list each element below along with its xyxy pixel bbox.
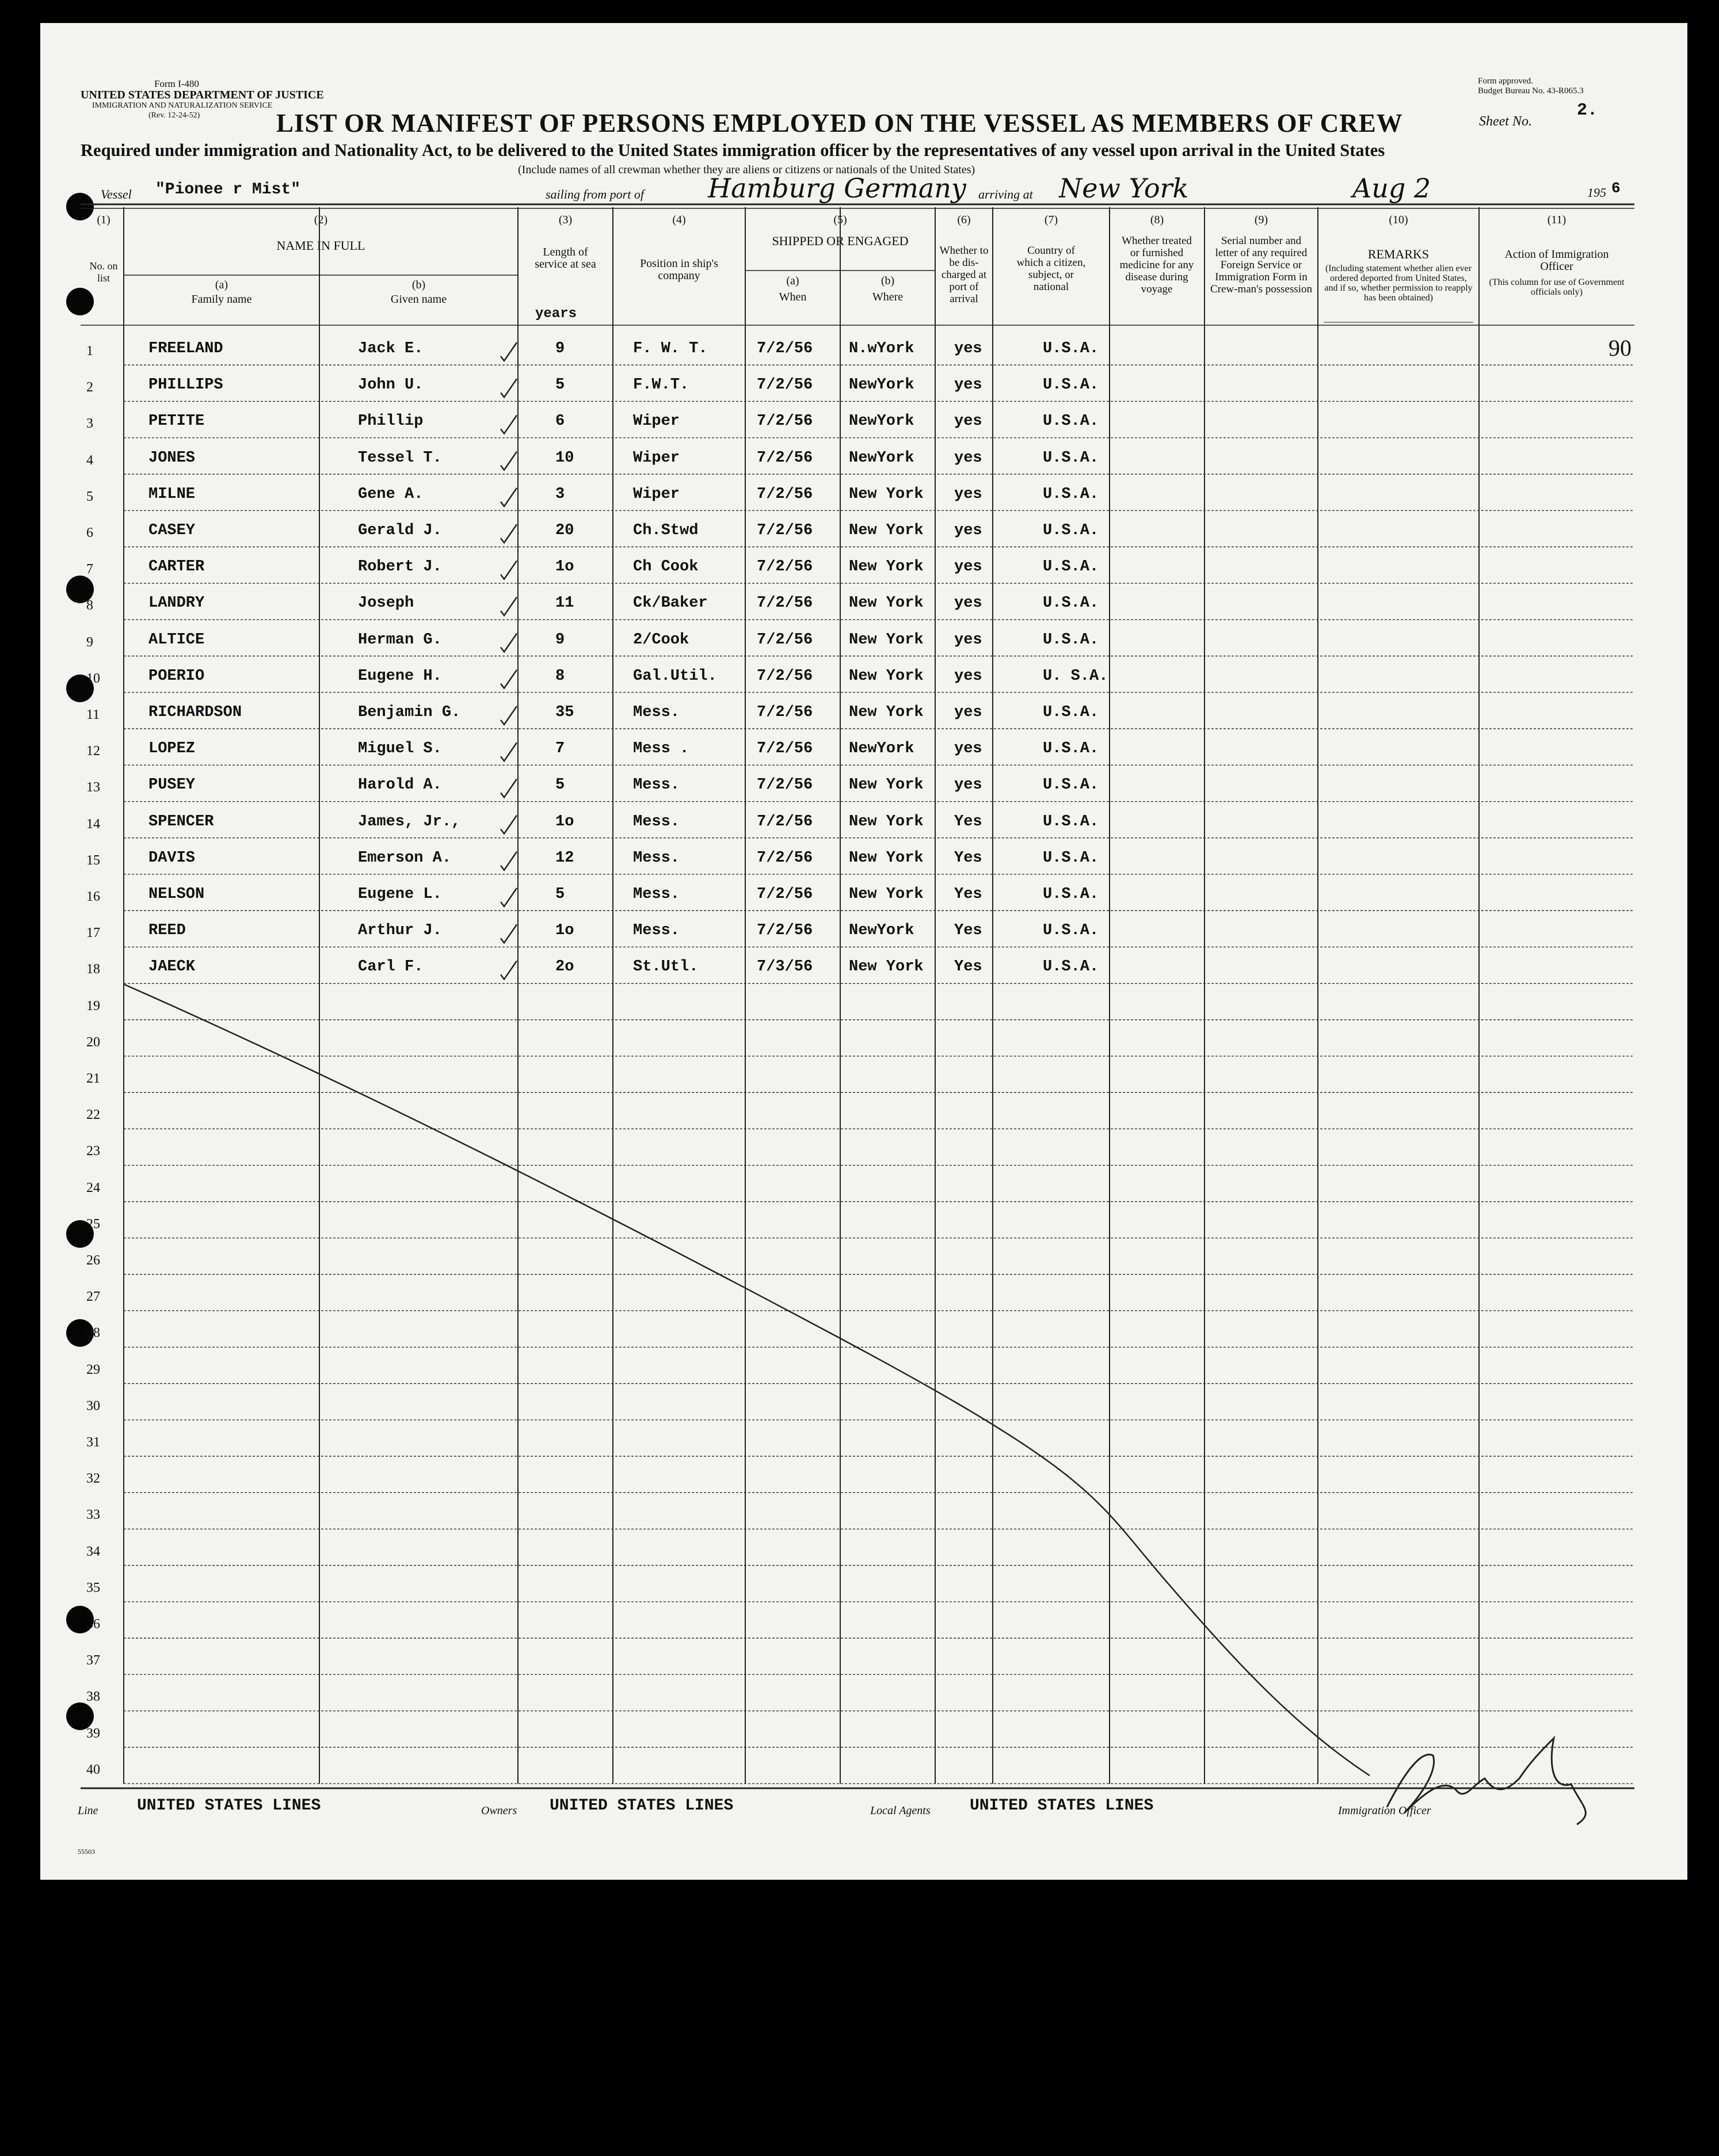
owners-value: UNITED STATES LINES xyxy=(550,1797,734,1815)
discharged: Yes xyxy=(954,886,982,903)
discharged: Yes xyxy=(954,958,982,976)
discharged: yes xyxy=(954,558,982,576)
row-number: 39 xyxy=(86,1725,100,1741)
country: U.S.A. xyxy=(1043,522,1099,539)
check-mark-icon xyxy=(501,488,517,506)
given-name: Tessel T. xyxy=(358,449,442,467)
row-number: 9 xyxy=(86,634,93,650)
check-mark-icon xyxy=(501,342,517,361)
col2-header: NAME IN FULL xyxy=(276,238,365,253)
where-header: Where xyxy=(872,291,904,303)
service-years: 1o xyxy=(555,813,574,831)
country: U.S.A. xyxy=(1043,485,1099,503)
check-mark-icon xyxy=(501,888,517,906)
sailing-port: Hamburg Germany xyxy=(708,173,966,204)
position: Mess . xyxy=(633,740,689,758)
position: Ck/Baker xyxy=(633,595,708,612)
check-mark-icon xyxy=(501,634,517,652)
family-name: LANDRY xyxy=(148,595,205,612)
discharged: yes xyxy=(954,776,982,794)
shipped-where: New York xyxy=(849,558,924,576)
country: U.S.A. xyxy=(1043,886,1099,903)
country: U.S.A. xyxy=(1043,849,1099,867)
row-number: 23 xyxy=(86,1144,100,1159)
service-years: 1o xyxy=(555,922,574,940)
shipped-where: New York xyxy=(849,631,924,649)
given-name: Eugene H. xyxy=(358,667,442,685)
family-name: CARTER xyxy=(148,558,205,576)
col1-header: No. on list xyxy=(89,260,118,284)
shipped-where: New York xyxy=(849,849,924,867)
check-mark-icon xyxy=(501,379,517,397)
position: Mess. xyxy=(633,813,680,831)
service-years: 8 xyxy=(555,667,565,685)
row-number: 36 xyxy=(86,1617,100,1632)
action-note: (This column for use of Government officials only) xyxy=(1489,277,1625,297)
row-number: 21 xyxy=(86,1071,100,1086)
col7-number: (7) xyxy=(1044,214,1058,226)
given-name: Harold A. xyxy=(358,776,442,794)
shipped-when: 7/2/56 xyxy=(757,413,813,431)
check-mark-icon xyxy=(501,779,517,797)
country: U.S.A. xyxy=(1043,376,1099,394)
agents-label: Local Agents xyxy=(870,1804,931,1817)
country: U.S.A. xyxy=(1043,776,1099,794)
country: U. S.A. xyxy=(1043,667,1108,685)
row-number: 25 xyxy=(86,1216,100,1232)
service-years: 1o xyxy=(555,558,574,576)
family-name: SPENCER xyxy=(148,813,214,831)
discharged: yes xyxy=(954,522,982,539)
position: Gal.Util. xyxy=(633,667,717,685)
row-number: 30 xyxy=(86,1398,100,1414)
col1-number: (1) xyxy=(97,214,110,226)
row-number: 17 xyxy=(86,925,100,941)
discharged: Yes xyxy=(954,849,982,867)
position: 2/Cook xyxy=(633,631,689,649)
service-years: 5 xyxy=(555,886,565,903)
check-mark-icon xyxy=(501,597,517,615)
page-subtitle: Required under immigration and Nationality Act, to be delivered to the United States immigration officer by the representatives of any vessel upon arrival in the United States xyxy=(81,140,1385,160)
family-name: FREELAND xyxy=(148,340,223,357)
service-years: 10 xyxy=(555,449,574,467)
position: Ch.Stwd xyxy=(633,522,699,539)
sheet-number: 2. xyxy=(1577,101,1598,120)
country: U.S.A. xyxy=(1043,813,1099,831)
row-number: 29 xyxy=(86,1362,100,1377)
row-number: 15 xyxy=(86,852,100,868)
country: U.S.A. xyxy=(1043,340,1099,357)
shipped-where: New York xyxy=(849,704,924,721)
family-name: DAVIS xyxy=(148,849,196,867)
family-name: MILNE xyxy=(148,485,196,503)
shipped-where: New York xyxy=(849,776,924,794)
family-name: RICHARDSON xyxy=(148,704,242,721)
given-name: Gerald J. xyxy=(358,522,442,539)
row-number: 20 xyxy=(86,1034,100,1050)
year-prefix: 195 xyxy=(1587,185,1606,200)
country: U.S.A. xyxy=(1043,595,1099,612)
when-header: When xyxy=(779,291,807,303)
vessel-name: "Pionee r Mist" xyxy=(155,181,301,199)
position: Wiper xyxy=(633,413,680,431)
position: Mess. xyxy=(633,704,680,721)
shipped-where: New York xyxy=(849,522,924,539)
shipped-where: New York xyxy=(849,595,924,612)
form-approved: Form approved. xyxy=(1478,77,1533,86)
position: Mess. xyxy=(633,776,680,794)
shipped-when: 7/2/56 xyxy=(757,813,813,831)
col10-number: (10) xyxy=(1389,214,1408,226)
family-name: REED xyxy=(148,922,186,940)
row-number: 4 xyxy=(86,452,93,468)
budget-bureau: Budget Bureau No. 43-R065.3 xyxy=(1478,86,1584,96)
row-number: 26 xyxy=(86,1253,100,1268)
col5-number: (5) xyxy=(833,214,847,226)
position: Mess. xyxy=(633,922,680,940)
discharged: yes xyxy=(954,485,982,503)
row-number: 37 xyxy=(86,1653,100,1669)
line-value: UNITED STATES LINES xyxy=(137,1797,321,1815)
given-name: Eugene L. xyxy=(358,886,442,903)
service-years: 11 xyxy=(555,595,574,612)
discharged: yes xyxy=(954,413,982,431)
shipped-where: New York xyxy=(849,485,924,503)
sailing-label: sailing from port of xyxy=(546,187,644,201)
row-number: 1 xyxy=(86,344,93,359)
shipped-where: New York xyxy=(849,813,924,831)
discharged: yes xyxy=(954,340,982,357)
country: U.S.A. xyxy=(1043,413,1099,431)
arriving-label: arriving at xyxy=(978,187,1033,201)
position-header: Position in ship's company xyxy=(640,257,718,282)
given-name: Miguel S. xyxy=(358,740,442,758)
position: Mess. xyxy=(633,886,680,903)
row-number: 11 xyxy=(86,707,100,722)
shipped-when: 7/2/56 xyxy=(757,704,813,721)
shipped-when: 7/2/56 xyxy=(757,376,813,394)
row-number: 2 xyxy=(86,380,93,395)
shipped-when: 7/2/56 xyxy=(757,558,813,576)
row-number: 18 xyxy=(86,962,100,977)
owners-label: Owners xyxy=(481,1804,517,1817)
given-name: Jack E. xyxy=(358,340,424,357)
given-name: Carl F. xyxy=(358,958,424,976)
discharged: yes xyxy=(954,595,982,612)
row-number: 5 xyxy=(86,489,93,504)
shipped-where: NewYork xyxy=(849,449,914,467)
shipped-where: N.wYork xyxy=(849,340,914,357)
row-number: 32 xyxy=(86,1471,100,1487)
row-number: 19 xyxy=(86,998,100,1014)
check-mark-icon xyxy=(501,852,517,870)
arrival-date: Aug 2 xyxy=(1352,173,1431,204)
shipped-where: New York xyxy=(849,958,924,976)
given-name-header: Given name xyxy=(390,293,447,306)
given-name: Herman G. xyxy=(358,631,442,649)
action-value: 90 xyxy=(1609,335,1632,361)
service-years: 9 xyxy=(555,340,565,357)
check-mark-icon xyxy=(501,670,517,688)
country: U.S.A. xyxy=(1043,449,1099,467)
service-years: 5 xyxy=(555,376,565,394)
row-number: 14 xyxy=(86,816,100,832)
discharged: Yes xyxy=(954,813,982,831)
position: F. W. T. xyxy=(633,340,708,357)
position: F.W.T. xyxy=(633,376,689,394)
given-name: James, Jr., xyxy=(358,813,461,831)
col5a-letter: (a) xyxy=(786,275,799,287)
discharged-header: Whether to be dis-charged at port of arrival xyxy=(939,245,989,305)
remarks-note: (Including statement whether alien ever ordered deported from United States, and if so, whether permission to reapply has been obtained) xyxy=(1324,264,1473,303)
row-number: 8 xyxy=(86,598,93,614)
row-number: 24 xyxy=(86,1180,100,1195)
col6-number: (6) xyxy=(957,214,971,226)
remarks-header: REMARKS xyxy=(1367,247,1430,261)
discharged: yes xyxy=(954,704,982,721)
service-years: 20 xyxy=(555,522,574,539)
shipped-when: 7/2/56 xyxy=(757,849,813,867)
include-note: (Include names of all crewman whether they are aliens or citizens or nationals of the United States) xyxy=(518,163,975,176)
service-years: 2o xyxy=(555,958,574,976)
service-years: 7 xyxy=(555,740,565,758)
service-years: 9 xyxy=(555,631,565,649)
row-number: 34 xyxy=(86,1544,100,1559)
discharged: yes xyxy=(954,449,982,467)
family-name: ALTICE xyxy=(148,631,205,649)
country: U.S.A. xyxy=(1043,704,1099,721)
discharged: yes xyxy=(954,376,982,394)
service-years: 3 xyxy=(555,485,565,503)
shipped-when: 7/2/56 xyxy=(757,631,813,649)
col2b-letter: (b) xyxy=(411,279,426,291)
form-number: Form I-480 xyxy=(154,78,199,89)
shipped-when: 7/2/56 xyxy=(757,522,813,539)
line-label: Line xyxy=(78,1804,98,1817)
country: U.S.A. xyxy=(1043,922,1099,940)
row-number: 6 xyxy=(86,525,93,540)
position: Wiper xyxy=(633,485,680,503)
agents-value: UNITED STATES LINES xyxy=(970,1797,1154,1815)
family-name: NELSON xyxy=(148,886,205,903)
service-years: 35 xyxy=(555,704,574,721)
check-mark-icon xyxy=(501,816,517,834)
action-header: Action of Immigration Officer xyxy=(1504,248,1609,273)
shipped-when: 7/2/56 xyxy=(757,340,813,357)
department-name: UNITED STATES DEPARTMENT OF JUSTICE xyxy=(81,89,324,101)
family-name: JONES xyxy=(148,449,196,467)
page-title: LIST OR MANIFEST OF PERSONS EMPLOYED ON THE VESSEL AS MEMBERS OF CREW xyxy=(276,109,1403,138)
given-name: Emerson A. xyxy=(358,849,452,867)
family-name: POERIO xyxy=(148,667,205,685)
service-years: 12 xyxy=(555,849,574,867)
given-name: Phillip xyxy=(358,413,424,431)
serial-header: Serial number and letter of any required Foreign Service or Immigration Form in Crew-man's possession xyxy=(1210,235,1313,295)
arriving-port: New York xyxy=(1059,173,1189,204)
country: U.S.A. xyxy=(1043,558,1099,576)
col8-number: (8) xyxy=(1150,214,1164,226)
col3-number: (3) xyxy=(558,214,573,226)
vessel-label: Vessel xyxy=(101,187,132,201)
family-name: LOPEZ xyxy=(148,740,196,758)
family-name: PUSEY xyxy=(148,776,196,794)
shipped-where: NewYork xyxy=(849,413,914,431)
country: U.S.A. xyxy=(1043,740,1099,758)
col5b-letter: (b) xyxy=(881,275,895,287)
family-name: CASEY xyxy=(148,522,196,539)
check-mark-icon xyxy=(501,961,517,979)
sheet-label: Sheet No. xyxy=(1479,114,1532,129)
family-name: PHILLIPS xyxy=(148,376,223,394)
row-number: 10 xyxy=(86,671,100,686)
treated-header: Whether treated or furnished medicine for any disease during voyage xyxy=(1119,235,1194,295)
position: Mess. xyxy=(633,849,680,867)
shipped-when: 7/3/56 xyxy=(757,958,813,976)
row-number: 13 xyxy=(86,780,100,795)
shipped-when: 7/2/56 xyxy=(757,886,813,903)
shipped-when: 7/2/56 xyxy=(757,667,813,685)
check-mark-icon xyxy=(501,452,517,470)
discharged: Yes xyxy=(954,922,982,940)
position: Wiper xyxy=(633,449,680,467)
position: St.Utl. xyxy=(633,958,699,976)
col4-number: (4) xyxy=(672,214,686,226)
family-name-header: Family name xyxy=(191,293,252,306)
country-header: Country of which a citizen, subject, or national xyxy=(1016,245,1086,293)
given-name: Gene A. xyxy=(358,485,424,503)
discharged: yes xyxy=(954,667,982,685)
discharged: yes xyxy=(954,631,982,649)
col2-number: (2) xyxy=(314,214,328,226)
shipped-when: 7/2/56 xyxy=(757,595,813,612)
check-mark-icon xyxy=(501,742,517,761)
service-name: IMMIGRATION AND NATURALIZATION SERVICE xyxy=(92,101,273,110)
row-number: 22 xyxy=(86,1107,100,1123)
service-years: 6 xyxy=(555,413,565,431)
family-name: JAECK xyxy=(148,958,196,976)
row-number: 12 xyxy=(86,744,100,759)
check-mark-icon xyxy=(501,561,517,579)
shipped-when: 7/2/56 xyxy=(757,740,813,758)
discharged: yes xyxy=(954,740,982,758)
given-name: Benjamin G. xyxy=(358,704,461,721)
col2a-letter: (a) xyxy=(215,279,228,291)
shipped-header: SHIPPED OR ENGAGED xyxy=(772,234,909,248)
shipped-where: NewYork xyxy=(849,740,914,758)
years-label: years xyxy=(535,306,577,322)
row-number: 38 xyxy=(86,1689,100,1705)
country: U.S.A. xyxy=(1043,631,1099,649)
row-number: 28 xyxy=(86,1325,100,1341)
check-mark-icon xyxy=(501,924,517,943)
given-name: John U. xyxy=(358,376,424,394)
shipped-when: 7/2/56 xyxy=(757,449,813,467)
length-header: Length of service at sea xyxy=(535,246,596,271)
position: Ch Cook xyxy=(633,558,699,576)
check-mark-icon xyxy=(501,415,517,433)
country: U.S.A. xyxy=(1043,958,1099,976)
row-number: 33 xyxy=(86,1507,100,1523)
row-number: 31 xyxy=(86,1435,100,1450)
row-number: 16 xyxy=(86,889,100,904)
shipped-when: 7/2/56 xyxy=(757,776,813,794)
form-revision: (Rev. 12-24-52) xyxy=(148,111,200,120)
service-years: 5 xyxy=(555,776,565,794)
shipped-where: New York xyxy=(849,886,924,903)
shipped-when: 7/2/56 xyxy=(757,485,813,503)
given-name: Joseph xyxy=(358,595,414,612)
col11-number: (11) xyxy=(1547,214,1566,226)
printer-code: 55503 xyxy=(78,1848,95,1856)
shipped-when: 7/2/56 xyxy=(757,922,813,940)
given-name: Robert J. xyxy=(358,558,442,576)
check-mark-icon xyxy=(501,706,517,725)
check-mark-icon xyxy=(501,524,517,543)
officer-label: Immigration Officer xyxy=(1338,1804,1431,1817)
row-number: 35 xyxy=(86,1580,100,1595)
family-name: PETITE xyxy=(148,413,205,431)
row-number: 40 xyxy=(86,1762,100,1777)
shipped-where: New York xyxy=(849,667,924,685)
row-number: 3 xyxy=(86,416,93,432)
shipped-where: NewYork xyxy=(849,922,914,940)
row-number: 27 xyxy=(86,1289,100,1305)
year-suffix: 6 xyxy=(1611,180,1621,197)
col9-number: (9) xyxy=(1254,214,1268,226)
strike-through-line xyxy=(124,984,1370,1776)
shipped-where: NewYork xyxy=(849,376,914,394)
row-number: 7 xyxy=(86,562,93,577)
given-name: Arthur J. xyxy=(358,922,442,940)
